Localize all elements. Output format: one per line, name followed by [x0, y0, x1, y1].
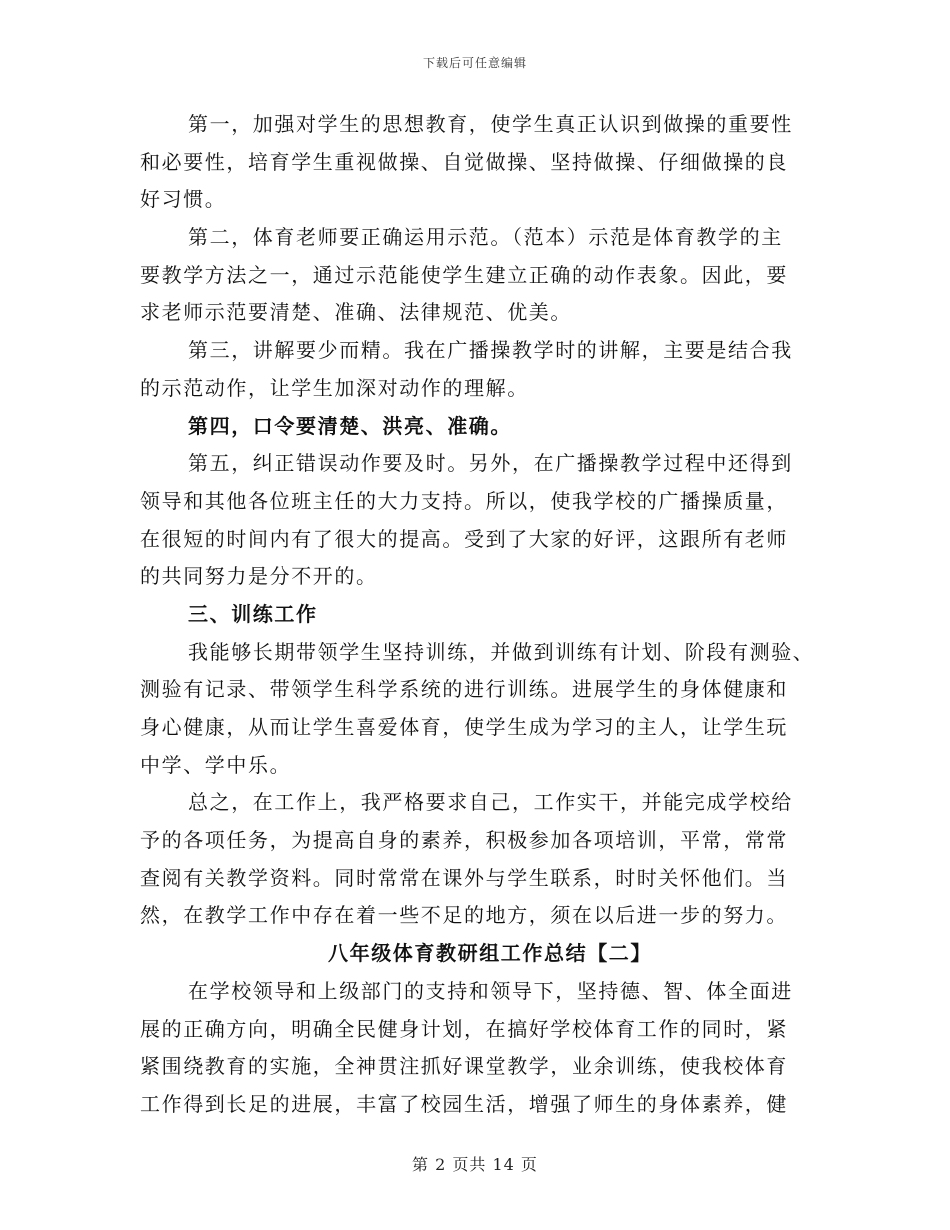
paragraph-line: 领导和其他各位班主任的大力支持。所以，使我学校的广播操质量， — [140, 488, 788, 513]
bold-paragraph-line: 第四，口令要清楚、洪亮、准确。 — [188, 413, 512, 438]
paragraph-line: 总之，在工作上，我严格要求自己，工作实干，并能完成学校给 — [188, 790, 793, 815]
paragraph-line: 测验有记录、带领学生科学系统的进行训练。进展学生的身体健康和 — [140, 677, 788, 702]
paragraph-line: 在很短的时间内有了很大的提高。受到了大家的好评，这跟所有老师 — [140, 526, 788, 551]
paragraph-line: 工作得到长足的进展，丰富了校园生活，增强了师生的身体素养，健 — [140, 1091, 788, 1116]
paragraph-line: 查阅有关教学资料。同时常常在课外与学生联系，时时关怀他们。当 — [140, 865, 788, 890]
paragraph-line: 要教学方法之一，通过示范能使学生建立正确的动作表象。因此，要 — [140, 262, 788, 287]
paragraph-line: 紧围绕教育的实施，全神贯注抓好课堂教学，业余训练，使我校体育 — [140, 1054, 788, 1079]
paragraph-line: 第二，体育老师要正确运用示范。（范本）示范是体育教学的主 — [188, 225, 783, 250]
page-footer: 第 2 页共 14 页 — [412, 1155, 538, 1174]
section-heading: 三、训练工作 — [188, 601, 318, 626]
paragraph-line: 第三，讲解要少而精。我在广播操教学时的讲解，主要是结合我 — [188, 338, 793, 363]
paragraph-line: 和必要性，培育学生重视做操、自觉做操、坚持做操、仔细做操的良 — [140, 149, 788, 174]
document-body — [140, 106, 820, 1124]
paragraph-line: 身心健康，从而让学生喜爱体育，使学生成为学习的主人，让学生玩 — [140, 715, 788, 739]
paragraph-line: 然，在教学工作中存在着一些不足的地方，须在以后进一步的努力。 — [140, 903, 788, 928]
paragraph-line: 在学校领导和上级部门的支持和领导下，坚持德、智、体全面进 — [188, 978, 793, 1003]
section-title: 八年级体育教研组工作总结【二】 — [328, 941, 652, 966]
page-header: 下载后可任意编辑 — [422, 56, 527, 70]
paragraph-line: 的示范动作，让学生加深对动作的理解。 — [140, 375, 529, 400]
paragraph-line: 中学、学中乐。 — [140, 752, 292, 777]
paragraph-line: 求老师示范要清楚、准确、法律规范、优美。 — [140, 300, 572, 325]
paragraph-line: 好习惯。 — [140, 187, 227, 212]
paragraph-line: 我能够长期带领学生坚持训练，并做到训练有计划、阶段有测验、 — [188, 639, 815, 664]
paragraph-line: 的共同努力是分不开的。 — [140, 564, 378, 589]
paragraph-line: 展的正确方向，明确全民健身计划，在搞好学校体育工作的同时，紧 — [140, 1016, 788, 1041]
paragraph-line: 第五，纠正错误动作要及时。另外，在广播操教学过程中还得到 — [188, 451, 793, 476]
paragraph-line: 第一，加强对学生的思想教育，使学生真正认识到做操的重要性 — [188, 112, 793, 136]
paragraph-line: 予的各项任务，为提高自身的素养，积极参加各项培训，平常，常常 — [140, 828, 788, 853]
